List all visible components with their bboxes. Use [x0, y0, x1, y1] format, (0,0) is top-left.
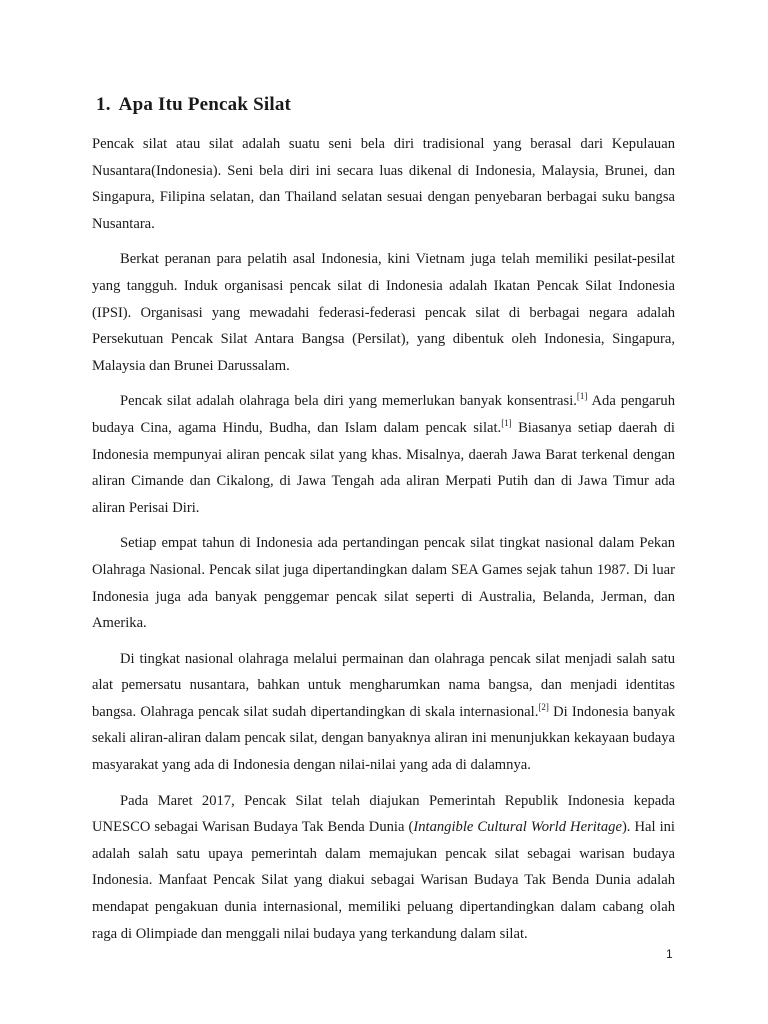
paragraph-4: Setiap empat tahun di Indonesia ada pertandingan pencak silat tingkat nasional dalam Pekan Olahraga Nasional. Pencak silat juga dipertandingkan dalam SEA Games sejak tahun 1987. Di luar Indonesia juga ada banyak penggemar pencak silat seperti di Australia, Belanda, Jerman, dan Amerika.	[92, 535, 675, 632]
paragraph-3	[92, 388, 675, 521]
paragraph-5	[92, 646, 675, 779]
document-body	[92, 131, 675, 956]
paragraph-3-sentence-2: Ada pengaruh budaya Cina, agama Hindu, Budha, dan Islam dalam pencak silat.	[92, 393, 675, 436]
paragraph-1: Pencak silat atau silat adalah suatu seni bela diri tradisional yang berasal dari Kepulauan Nusantara(Indonesia). Seni bela diri ini secara luas dikenal di Indonesia, Malaysia, Brunei, dan Singapura, Filipina selatan, dan Thailand selatan sesuai dengan penyebaran berbagai suku bangsa Nusantara.	[92, 136, 675, 232]
paragraph-6-sentence-2: ). Hal ini adalah salah satu upaya pemerintah dalam memajukan pencak silat sebagai warisan budaya Indonesia. Manfaat Pencak Silat yang diakui sebagai Warisan Budaya Tak Benda Dunia adalah mendapat pengakuan dunia internasional, memiliki peluang dipertandingkan dalam cabang olah raga di Olimpiade dan menggali nilai budaya yang terkandung dalam silat.	[92, 819, 675, 942]
paragraph-3-sentence-1: Pencak silat adalah olahraga bela diri yang memerlukan banyak konsentrasi.	[120, 393, 577, 410]
section-number: 1.	[96, 94, 111, 115]
section-heading	[96, 94, 291, 116]
paragraph-5-sentence-1: Di tingkat nasional olahraga melalui permainan dan olahraga pencak silat menjadi salah satu alat pemersatu nusantara, bahkan untuk mengharumkan nama bangsa, dan menjadi identitas bangsa. Olahraga pencak silat sudah dipertandingkan di skala internasional.	[92, 650, 675, 720]
paragraph-6	[92, 788, 675, 948]
footnote-ref[interactable]: [1]	[501, 417, 512, 428]
page-number: 1	[666, 947, 673, 961]
footnote-ref[interactable]: [2]	[538, 701, 549, 712]
paragraph-6-sentence-1: Pada Maret 2017, Pencak Silat telah diajukan Pemerintah Republik Indonesia kepada UNESCO sebagai Warisan Budaya Tak Benda Dunia (	[92, 792, 675, 836]
paragraph-5-sentence-2: Di Indonesia banyak sekali aliran-aliran dalam pencak silat, dengan banyaknya aliran ini menunjukkan kekayaan budaya masyarakat yang ada di Indonesia dengan nilai-nilai yang ada di dalamnya.	[92, 703, 675, 774]
paragraph-6-italic-term: Intangible Cultural World Heritage	[413, 819, 622, 836]
footnote-ref[interactable]: [1]	[576, 391, 588, 402]
section-title: Apa Itu Pencak Silat	[118, 94, 292, 115]
paragraph-2: Berkat peranan para pelatih asal Indonesia, kini Vietnam juga telah memiliki pesilat-pesilat yang tangguh. Induk organisasi pencak silat di Indonesia adalah Ikatan Pencak Silat Indonesia (IPSI). Organisasi yang mewadahi federasi-federasi pencak silat di berbagai negara adalah Persekutuan Pencak Silat Antara Bangsa (Persilat), yang dibentuk oleh Indonesia, Singapura, Malaysia dan Brunei Darussalam.	[92, 251, 675, 374]
paragraph-3-sentence-3: Biasanya setiap daerah di Indonesia mempunyai aliran pencak silat yang khas. Misalnya, daerah Jawa Barat terkenal dengan aliran Cimande dan Cikalong, di Jawa Tengah ada aliran Merpati Putih dan di Jawa Timur ada aliran Perisai Diri.	[92, 419, 675, 516]
